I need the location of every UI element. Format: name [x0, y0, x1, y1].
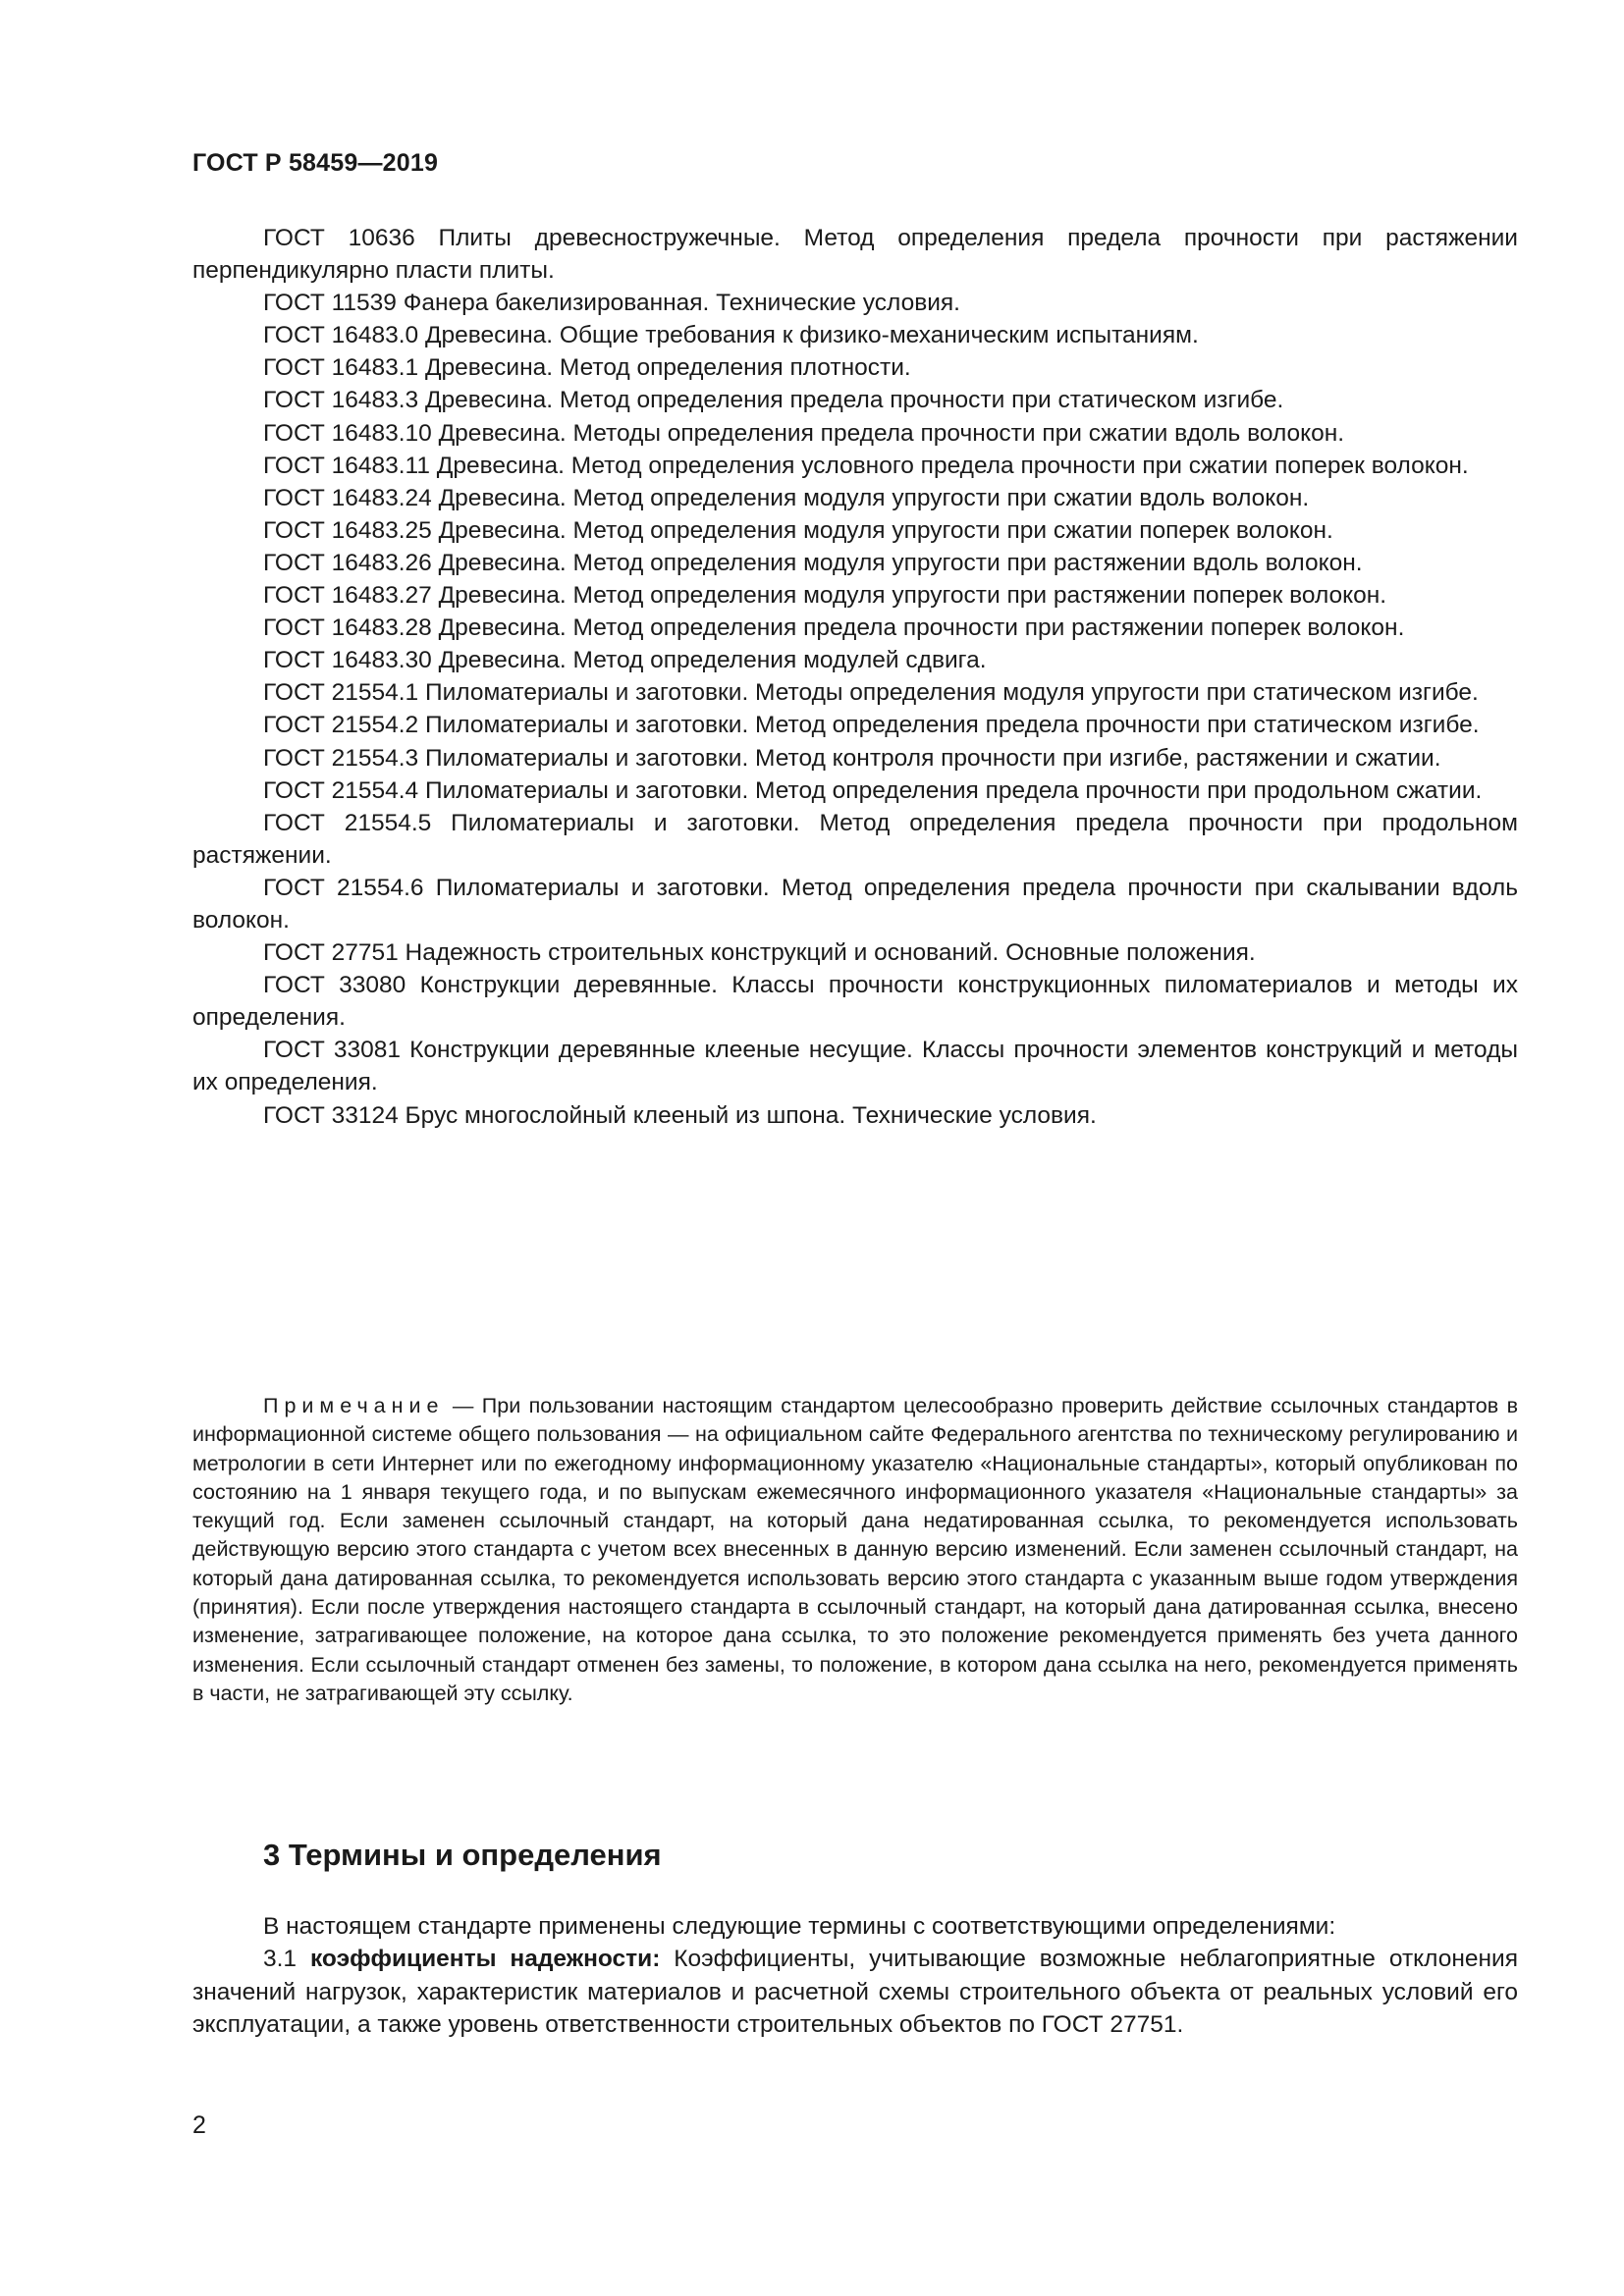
reference-item: ГОСТ 21554.5 Пиломатериалы и заготовки. Метод определения предела прочности при продольном растяжении.: [192, 809, 1518, 869]
term-number: 3.1: [263, 1946, 310, 1973]
reference-item: ГОСТ 16483.1 Древесина. Метод определения плотности.: [263, 354, 911, 382]
reference-item: ГОСТ 33080 Конструкции деревянные. Классы прочности конструкционных пиломатериалов и методы их определения.: [192, 972, 1518, 1032]
reference-item: ГОСТ 21554.2 Пиломатериалы и заготовки. Метод определения предела прочности при статическом изгибе.: [263, 712, 1480, 739]
reference-item: ГОСТ 16483.25 Древесина. Метод определения модуля упругости при сжатии поперек волокон.: [263, 516, 1333, 544]
reference-item: ГОСТ 33081 Конструкции деревянные клееные несущие. Классы прочности элементов конструкций и методы их определения.: [192, 1037, 1518, 1096]
note-text: — При пользовании настоящим стандартом целесообразно проверить действие ссылочных стандартов в информационной системе общего пользования — на официальном сайте Федерального агентства по техническому регулированию и метрологии в сети Интернет или по ежегодному информационному указателю «Национальные стандарты», который опубликован по состоянию на 1 января текущего года, и по выпускам ежемесячного информационного указателя «Национальные стандарты» за текущий год. Если заменен ссылочный стандарт, на который дана недатированная ссылка, то рекомендуется использовать действующую версию этого стандарта с учетом всех внесенных в данную версию изменений. Если заменен ссылочный стандарт, на который дана датированная ссылка, то рекомендуется использовать версию этого стандарта с указанным выше годом утверждения (принятия). Если после утверждения настоящего стандарта в ссылочный стандарт, на который дана датированная ссылка, внесено изменение, затрагивающее положение, на которое дана ссылка, то это положение рекомендуется применять без учета данного изменения. Если ссылочный стандарт отменен без замены, то положение, в котором дана ссылка на него, рекомендуется применять в части, не затрагивающей эту ссылку.: [192, 1394, 1518, 1705]
reference-item: ГОСТ 16483.3 Древесина. Метод определения предела прочности при статическом изгибе.: [263, 387, 1284, 414]
reference-item: ГОСТ 16483.11 Древесина. Метод определения условного предела прочности при сжатии поперек волокон.: [263, 452, 1469, 479]
section-body: [192, 1910, 1518, 2041]
references-note: [192, 1392, 1518, 1708]
normative-references-list: [192, 222, 1518, 1132]
reference-item: ГОСТ 33124 Брус многослойный клееный из шпона. Технические условия.: [263, 1101, 1097, 1129]
reference-item: ГОСТ 21554.3 Пиломатериалы и заготовки. Метод контроля прочности при изгибе, растяжении и сжатии.: [263, 744, 1441, 772]
reference-item: ГОСТ 16483.10 Древесина. Методы определения предела прочности при сжатии вдоль волокон.: [263, 419, 1345, 447]
reference-item: ГОСТ 16483.28 Древесина. Метод определения предела прочности при растяжении поперек волокон.: [263, 614, 1405, 642]
reference-item: ГОСТ 16483.30 Древесина. Метод определения модулей сдвига.: [263, 647, 987, 674]
reference-item: ГОСТ 10636 Плиты древесностружечные. Метод определения предела прочности при растяжении перпендикулярно пласти плиты.: [192, 225, 1518, 285]
reference-item: ГОСТ 21554.1 Пиломатериалы и заготовки. Методы определения модуля упругости при статическом изгибе.: [263, 679, 1479, 707]
page-number: 2: [192, 2111, 206, 2139]
reference-item: ГОСТ 16483.24 Древесина. Метод определения модуля упругости при сжатии вдоль волокон.: [263, 484, 1310, 511]
note-label: Примечание: [263, 1394, 445, 1417]
reference-item: ГОСТ 21554.6 Пиломатериалы и заготовки. Метод определения предела прочности при скалывании вдоль волокон.: [192, 874, 1518, 934]
term-definition: [192, 1943, 1518, 2041]
reference-item: ГОСТ 16483.27 Древесина. Метод определения модуля упругости при растяжении поперек волокон.: [263, 582, 1387, 610]
reference-item: ГОСТ 27751 Надежность строительных конструкций и оснований. Основные положения.: [263, 939, 1256, 967]
section-title: 3 Термины и определения: [263, 1838, 662, 1872]
term-definition-text: Коэффициенты, учитывающие возможные неблагоприятные отклонения значений нагрузок, характеристик материалов и расчетной схемы строительного объекта от реальных условий его эксплуатации, а также уровень ответственности строительных объектов по ГОСТ 27751.: [192, 1946, 1518, 2038]
document-header: ГОСТ Р 58459—2019: [192, 149, 439, 177]
reference-item: ГОСТ 21554.4 Пиломатериалы и заготовки. Метод определения предела прочности при продольном сжатии.: [263, 776, 1483, 804]
reference-item: ГОСТ 11539 Фанера бакелизированная. Технические условия.: [263, 290, 960, 317]
term-name: коэффициенты надежности:: [309, 1946, 661, 1973]
reference-item: ГОСТ 16483.0 Древесина. Общие требования к физико-механическим испытаниям.: [263, 322, 1199, 349]
reference-item: ГОСТ 16483.26 Древесина. Метод определения модуля упругости при растяжении вдоль волокон.: [263, 549, 1363, 576]
section-intro: В настоящем стандарте применены следующие термины с соответствующими определениями:: [263, 1913, 1336, 1940]
